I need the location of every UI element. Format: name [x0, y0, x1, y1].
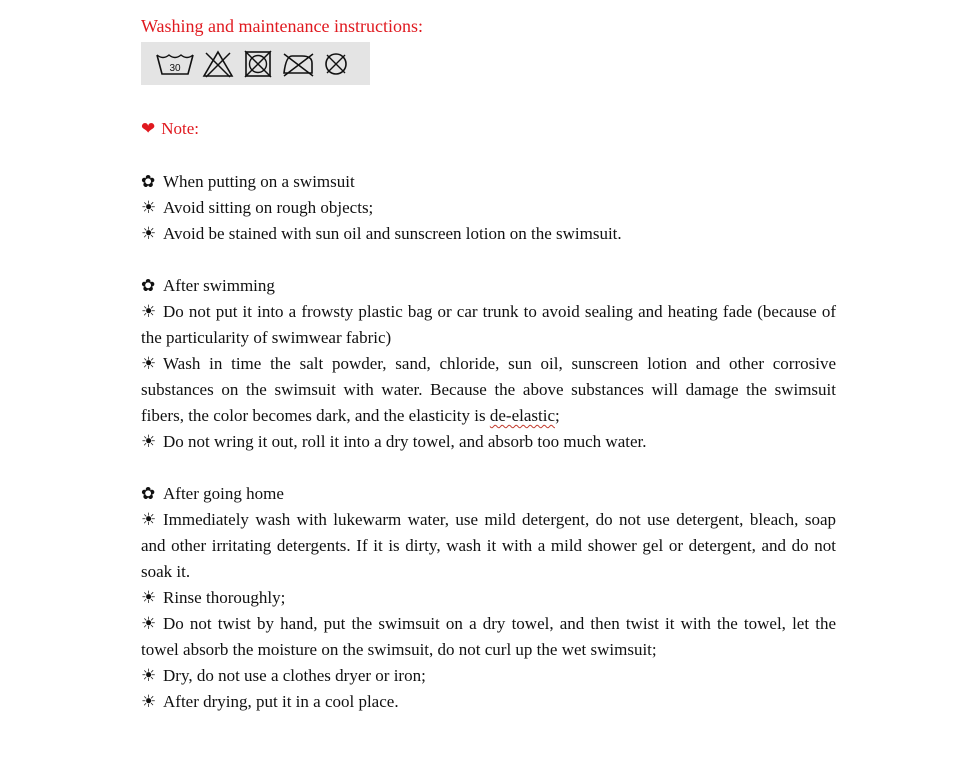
list-item-punct: ;: [555, 406, 560, 425]
sun-icon: ☀: [141, 614, 157, 633]
page-title: Washing and maintenance instructions:: [141, 16, 423, 36]
list-item: [141, 221, 836, 247]
no-iron-icon: [280, 49, 316, 79]
sun-icon: ☀: [141, 666, 157, 685]
list-item-text: After drying, put it in a cool place.: [163, 692, 399, 711]
flower-icon: ✿: [141, 484, 156, 503]
sun-icon: ☀: [141, 588, 157, 607]
section-heading-text: When putting on a swimsuit: [163, 172, 355, 191]
list-item-text: Do not put it into a frowsty plastic bag or car trunk to avoid sealing and heating fade (because of the particularity of swimwear fabric): [141, 302, 836, 347]
list-item: [141, 429, 836, 455]
list-item-text: Immediately wash with lukewarm water, use mild detergent, do not use detergent, bleach, soap and other irritating detergents. If it is dirty, wash it with a mild shower gel or detergent, and do not soak it.: [141, 510, 836, 581]
list-item: [141, 585, 836, 611]
flower-icon: ✿: [141, 276, 156, 295]
list-item: [141, 195, 836, 221]
section-heading-text: After swimming: [163, 276, 275, 295]
list-item-text: Avoid sitting on rough objects;: [163, 198, 374, 217]
section-heading: [141, 169, 836, 195]
note-text: Note:: [161, 119, 200, 138]
sun-icon: ☀: [141, 302, 157, 321]
sun-icon: ☀: [141, 354, 157, 373]
note-label: [141, 117, 199, 141]
spellcheck-word: de-elastic: [489, 406, 555, 425]
list-item: [141, 299, 836, 351]
sun-icon: ☀: [141, 432, 157, 451]
wash-30-icon: [155, 49, 195, 79]
list-item-text: Rinse thoroughly;: [163, 588, 286, 607]
list-item: [141, 663, 836, 689]
sun-icon: ☀: [141, 224, 157, 243]
list-item-text: Do not wring it out, roll it into a dry towel, and absorb too much water.: [163, 432, 647, 451]
flower-icon: ✿: [141, 172, 156, 191]
wash-temperature: 30: [169, 63, 181, 74]
section-heading: [141, 481, 836, 507]
list-item: [141, 689, 836, 715]
list-item-text: Dry, do not use a clothes dryer or iron;: [163, 666, 426, 685]
list-item-text: Wash in time the salt powder, sand, chloride, sun oil, sunscreen lotion and other corrosive substances on the swimsuit with water. Because the above substances will damage the swimsuit fibers, the color becomes dark, and the elasticity is: [141, 354, 836, 425]
care-symbols-strip: [141, 42, 370, 85]
instructions: [141, 169, 836, 741]
list-item-text: Avoid be stained with sun oil and sunscreen lotion on the swimsuit.: [163, 224, 622, 243]
heart-icon: ❤: [141, 119, 156, 138]
no-bleach-icon: [201, 49, 235, 79]
section-heading: [141, 273, 836, 299]
sun-icon: ☀: [141, 692, 157, 711]
no-tumble-dry-icon: [242, 49, 274, 79]
section-heading-text: After going home: [163, 484, 284, 503]
sun-icon: ☀: [141, 510, 157, 529]
list-item: [141, 611, 836, 663]
no-dry-clean-icon: [321, 49, 351, 79]
list-item: [141, 507, 836, 585]
sun-icon: ☀: [141, 198, 157, 217]
section-after-swimming: [141, 273, 836, 455]
section-after-going-home: [141, 481, 836, 715]
section-putting-on: [141, 169, 836, 247]
list-item-text: Do not twist by hand, put the swimsuit on a dry towel, and then twist it with the towel, let the towel absorb the moisture on the swimsuit, do not curl up the wet swimsuit;: [141, 614, 836, 659]
list-item: [141, 351, 836, 429]
